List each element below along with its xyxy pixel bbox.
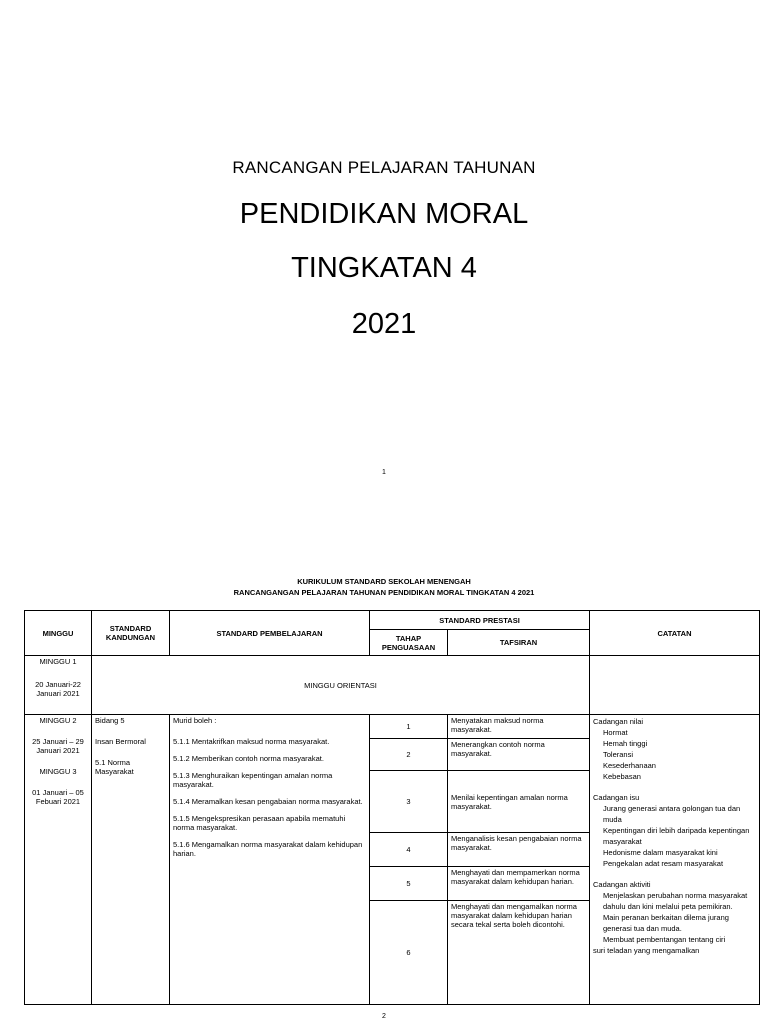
page-number-1: 1 <box>382 469 386 476</box>
catatan-nilai-3: Toleransi <box>603 750 634 759</box>
catatan-nilai-4: Kesederhanaan <box>603 761 656 770</box>
cell-minggu-orientasi: MINGGU ORIENTASI <box>92 656 590 715</box>
header-tahap-penguasaan: TAHAP PENGUASAAN <box>370 630 448 656</box>
catatan-aktiviti-4: suri teladan yang mengamalkan <box>593 946 700 955</box>
cell-standard-pembelajaran <box>170 715 370 1005</box>
minggu-2-label: MINGGU 2 <box>39 716 77 725</box>
sk-tema: Insan Bermoral <box>95 737 146 746</box>
minggu-2-date: 25 Januari – 29 Januari 2021 <box>32 737 84 755</box>
catatan-nilai-1: Hormat <box>603 728 628 737</box>
catatan-isu-4: Pengekalan adat resam masyarakat <box>603 859 724 868</box>
tafsiran-6: Menghayati dan mengamalkan norma masyarakat dalam kehidupan harian secara tekal serta boleh dicontohi. <box>448 901 590 1005</box>
tafsiran-4: Menganalisis kesan pengabaian norma masyarakat. <box>448 833 590 867</box>
header-tafsiran: TAFSIRAN <box>448 630 590 656</box>
cell-minggu-2-3 <box>25 715 92 1005</box>
sk-topik: 5.1 Norma Masyarakat <box>95 758 134 776</box>
minggu-1-date: 20 Januari-22 Januari 2021 <box>35 680 81 698</box>
minggu-3-label: MINGGU 3 <box>39 767 77 776</box>
minggu-1-label: MINGGU 1 <box>39 657 77 666</box>
doc-header-line2: RANCANGANGAN PELAJARAN TAHUNAN PENDIDIKAN MORAL TINGKATAN 4 2021 <box>233 588 535 597</box>
tp-3: 3 <box>370 771 448 833</box>
cover-title-subject: PENDIDIKAN MORAL <box>239 198 529 230</box>
tp-2: 2 <box>370 739 448 771</box>
sp-item-2: 5.1.2 Memberikan contoh norma masyarakat. <box>173 754 324 763</box>
tafsiran-3: Menilai kepentingan amalan norma masyarakat. <box>448 771 590 833</box>
minggu-3-date: 01 Januari – 05 Febuari 2021 <box>32 788 84 806</box>
cell-minggu-1 <box>25 656 92 715</box>
page-number-2: 2 <box>382 1013 386 1020</box>
catatan-aktiviti-title: Cadangan aktiviti <box>593 880 651 889</box>
tafsiran-5: Menghayati dan mempamerkan norma masyarakat dalam kehidupan harian. <box>448 867 590 901</box>
catatan-aktiviti-1: Menjelaskan perubahan norma masyarakat dahulu dan kini melalui peta pemikiran. <box>603 891 748 911</box>
sp-item-3: 5.1.3 Menghuraikan kepentingan amalan norma masyarakat. <box>173 771 333 789</box>
cell-standard-kandungan <box>92 715 170 1005</box>
table-row-minggu-1 <box>25 656 760 715</box>
tp-6: 6 <box>370 901 448 1005</box>
header-standard-pembelajaran: STANDARD PEMBELAJARAN <box>170 611 370 656</box>
header-catatan: CATATAN <box>590 611 760 656</box>
catatan-nilai-5: Kebebasan <box>603 772 641 781</box>
header-minggu: MINGGU <box>25 611 92 656</box>
doc-header-line1: KURIKULUM STANDARD SEKOLAH MENENGAH <box>297 577 471 586</box>
cell-catatan <box>590 715 760 1005</box>
cover-title-form: TINGKATAN 4 <box>291 252 477 284</box>
rpt-table <box>24 610 760 1005</box>
sk-bidang: Bidang 5 <box>95 716 125 725</box>
catatan-nilai-title: Cadangan nilai <box>593 717 644 726</box>
cover-subtitle: RANCANGAN PELAJARAN TAHUNAN <box>232 158 536 177</box>
header-standard-prestasi: STANDARD PRESTASI <box>370 611 590 630</box>
tp-4: 4 <box>370 833 448 867</box>
catatan-aktiviti-2: Main peranan berkaitan dilema jurang generasi tua dan muda. <box>603 913 729 933</box>
table-header-row <box>25 611 760 630</box>
catatan-isu-1: Jurang generasi antara golongan tua dan muda <box>603 804 741 824</box>
header-standard-kandungan: STANDARD KANDUNGAN <box>92 611 170 656</box>
catatan-isu-3: Hedonisme dalam masyarakat kini <box>603 848 718 857</box>
tp-5: 5 <box>370 867 448 901</box>
sp-item-1: 5.1.1 Mentakrifkan maksud norma masyarakat. <box>173 737 330 746</box>
catatan-isu-2: Kepentingan diri lebih daripada kepentingan masyarakat <box>603 826 750 846</box>
catatan-isu-title: Cadangan isu <box>593 793 640 802</box>
cell-minggu-1-catatan <box>590 656 760 715</box>
cover-title-year: 2021 <box>351 308 417 340</box>
table-row-minggu-2 <box>25 715 760 739</box>
sp-item-4: 5.1.4 Meramalkan kesan pengabaian norma masyarakat. <box>173 797 363 806</box>
catatan-aktiviti-3: Membuat pembentangan tentang ciri <box>603 935 726 944</box>
catatan-nilai-2: Hemah tinggi <box>603 739 648 748</box>
tafsiran-2: Menerangkan contoh norma masyarakat. <box>448 739 590 771</box>
tp-1: 1 <box>370 715 448 739</box>
sp-item-6: 5.1.6 Mengamalkan norma masyarakat dalam kehidupan harian. <box>173 840 363 858</box>
sp-intro: Murid boleh : <box>173 716 217 725</box>
tafsiran-1: Menyatakan maksud norma masyarakat. <box>448 715 590 739</box>
sp-item-5: 5.1.5 Mengekspresikan perasaan apabila mematuhi norma masyarakat. <box>173 814 346 832</box>
